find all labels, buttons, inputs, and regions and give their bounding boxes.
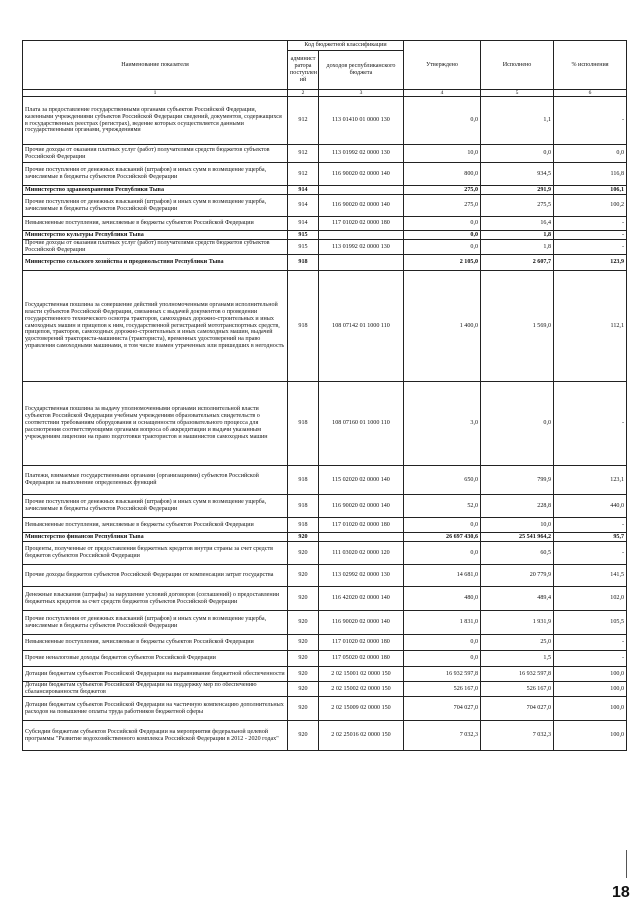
row-approved: 0,0 <box>404 97 481 145</box>
row-name: Прочие поступления от денежных взысканий (штрафов) и иных сумм в возмещение ущерба, зачисляемые в бюджеты субъектов Российской Федерации <box>23 611 288 635</box>
row-name: Прочие доходы от оказания платных услуг (работ) получателями средств бюджетов субъектов Российской Федерации <box>23 145 288 163</box>
row-name: Государственная пошлина за выдачу уполномоченными органами исполнительной власти субъектов Российской Федерации учебным учреждениям образовательных свидетельств о соответствии требованиям оборудования и оснащенности образовательного процесса для рассмотрения соответствующими органами вопроса об аккредитации и выдачи указанным учреждениям лицензии на право подготовки трактористов и машинистов самоходных машин <box>23 382 288 466</box>
row-admin-code: 914 <box>288 217 319 231</box>
row-executed: 934,5 <box>481 163 554 186</box>
row-percent: - <box>554 651 627 667</box>
row-admin-code: 920 <box>288 721 319 751</box>
row-approved: 480,0 <box>404 587 481 611</box>
row-revenue-code: 117 01020 02 0000 180 <box>319 217 404 231</box>
row-name: Невыясненные поступления, зачисляемые в бюджеты субъектов Российской Федерации <box>23 217 288 231</box>
row-percent: - <box>554 382 627 466</box>
table-row <box>23 382 627 466</box>
row-approved: 0,0 <box>404 240 481 255</box>
row-admin-code: 920 <box>288 611 319 635</box>
table-row <box>23 611 627 635</box>
row-approved: 14 681,0 <box>404 565 481 587</box>
col-index: 6 <box>554 90 627 97</box>
row-admin-code: 915 <box>288 231 319 240</box>
row-revenue-code: 2 02 15002 02 0000 150 <box>319 682 404 697</box>
row-name: Дотации бюджетам субъектов Российской Федерации на частичную компенсацию дополнительных расходов на повышение оплаты труда работников бюджетной сферы <box>23 697 288 721</box>
row-percent: 0,0 <box>554 145 627 163</box>
row-percent: - <box>554 240 627 255</box>
row-executed: 0,0 <box>481 145 554 163</box>
row-revenue-code: 116 90020 02 0000 140 <box>319 611 404 635</box>
budget-revenue-table <box>22 40 627 751</box>
row-approved: 1 831,0 <box>404 611 481 635</box>
row-revenue-code <box>319 255 404 271</box>
table-row <box>23 217 627 231</box>
row-approved: 16 932 597,8 <box>404 667 481 682</box>
row-executed: 1 931,9 <box>481 611 554 635</box>
row-name: Прочие неналоговые доходы бюджетов субъектов Российской Федерации <box>23 651 288 667</box>
row-admin-code: 914 <box>288 195 319 217</box>
row-percent: 100,0 <box>554 697 627 721</box>
row-name: Министерство финансов Республики Тыва <box>23 533 288 542</box>
row-revenue-code: 117 01020 02 0000 180 <box>319 635 404 651</box>
row-executed: 0,0 <box>481 382 554 466</box>
row-approved: 704 027,0 <box>404 697 481 721</box>
row-admin-code: 912 <box>288 145 319 163</box>
row-percent: 95,7 <box>554 533 627 542</box>
row-revenue-code: 113 01992 02 0000 130 <box>319 145 404 163</box>
row-executed: 60,5 <box>481 542 554 565</box>
row-revenue-code: 116 90020 02 0000 140 <box>319 163 404 186</box>
row-percent: 123,1 <box>554 466 627 495</box>
table-row <box>23 651 627 667</box>
row-executed: 1,8 <box>481 240 554 255</box>
row-name: Денежные взыскания (штрафы) за нарушение условий договоров (соглашений) о предоставлении бюджетных кредитов за счет средств бюджетов субъектов Российской Федерации <box>23 587 288 611</box>
row-name: Министерство культуры Республики Тыва <box>23 231 288 240</box>
row-executed: 275,5 <box>481 195 554 217</box>
row-approved: 0,0 <box>404 518 481 533</box>
col-header-executed: Исполнено <box>481 41 554 90</box>
col-header-revenue: доходов республиканского бюджета <box>319 51 404 90</box>
row-admin-code: 918 <box>288 382 319 466</box>
row-admin-code: 920 <box>288 587 319 611</box>
table-row <box>23 186 627 195</box>
row-admin-code: 918 <box>288 271 319 382</box>
row-percent: 100,0 <box>554 667 627 682</box>
row-percent: 141,5 <box>554 565 627 587</box>
row-name: Дотации бюджетам субъектов Российской Федерации на выравнивание бюджетной обеспеченности <box>23 667 288 682</box>
row-percent: - <box>554 217 627 231</box>
row-admin-code: 918 <box>288 495 319 518</box>
col-header-approved: Утверждено <box>404 41 481 90</box>
row-name: Проценты, полученные от предоставления бюджетных кредитов внутри страны за счет средств бюджетов субъектов Российской Федерации <box>23 542 288 565</box>
row-name: Невыясненные поступления, зачисляемые в бюджеты субъектов Российской Федерации <box>23 635 288 651</box>
row-approved: 7 032,3 <box>404 721 481 751</box>
row-revenue-code: 2 02 25016 02 0000 150 <box>319 721 404 751</box>
row-percent: 102,0 <box>554 587 627 611</box>
col-header-percent: % исполнения <box>554 41 627 90</box>
row-approved: 650,0 <box>404 466 481 495</box>
row-name: Платежи, взимаемые государственными органами (организациями) субъектов Российской Федерации за выполнение определенных функций <box>23 466 288 495</box>
col-header-code-group: Код бюджетной классификации <box>288 41 404 51</box>
table-row <box>23 542 627 565</box>
row-approved: 3,0 <box>404 382 481 466</box>
col-index: 4 <box>404 90 481 97</box>
row-name: Невыясненные поступления, зачисляемые в бюджеты субъектов Российской Федерации <box>23 518 288 533</box>
row-name: Прочие поступления от денежных взысканий (штрафов) и иных сумм в возмещение ущерба, зачисляемые в бюджеты субъектов Российской Федерации <box>23 163 288 186</box>
table-row <box>23 240 627 255</box>
row-percent: 106,1 <box>554 186 627 195</box>
row-approved: 10,0 <box>404 145 481 163</box>
row-executed: 16,4 <box>481 217 554 231</box>
row-percent: 112,1 <box>554 271 627 382</box>
table-row <box>23 587 627 611</box>
row-executed: 489,4 <box>481 587 554 611</box>
row-approved: 2 105,0 <box>404 255 481 271</box>
table-row <box>23 195 627 217</box>
page-number: 18 <box>612 884 630 901</box>
row-approved: 0,0 <box>404 542 481 565</box>
row-admin-code: 920 <box>288 542 319 565</box>
row-revenue-code: 113 01992 02 0000 130 <box>319 240 404 255</box>
row-admin-code: 915 <box>288 240 319 255</box>
row-name: Плата за предоставление государственными органами субъектов Российской Федерации, казенными учреждениями субъектов Российской Федерации сведений, документов, содержащихся в государственных реестрах (регистрах), ведение которых осуществляется данными государственными органами, учреждениями <box>23 97 288 145</box>
row-revenue-code: 108 07142 01 1000 110 <box>319 271 404 382</box>
table-row <box>23 533 627 542</box>
row-revenue-code: 111 03020 02 0000 120 <box>319 542 404 565</box>
row-approved: 800,0 <box>404 163 481 186</box>
table-row <box>23 565 627 587</box>
row-approved: 0,0 <box>404 217 481 231</box>
row-admin-code: 912 <box>288 163 319 186</box>
table-row <box>23 721 627 751</box>
row-name: Прочие доходы бюджетов субъектов Российской Федерации от компенсации затрат государства <box>23 565 288 587</box>
row-admin-code: 918 <box>288 466 319 495</box>
table-row <box>23 255 627 271</box>
table-row <box>23 145 627 163</box>
row-name: Прочие поступления от денежных взысканий (штрафов) и иных сумм в возмещение ущерба, зачисляемые в бюджеты субъектов Российской Федерации <box>23 495 288 518</box>
row-approved: 0,0 <box>404 651 481 667</box>
col-header-name: Наименование показателя <box>23 41 288 90</box>
row-approved: 0,0 <box>404 231 481 240</box>
row-name: Государственная пошлина за совершение действий уполномоченными органами исполнительной власти субъектов Российской Федерации, связанных с выдачей документов о проведении государственного технического осмотра тракторов, самоходных дорожно-строительных и иных самоходных машин и прицепов к ним, государственной регистрацией мототранспортных средств, прицепов, тракторов, самоходных дорожно-строительных и иных самоходных машин, выдачей удостоверений тракториста-машиниста (тракториста), временных удостоверений на право управления самоходными машинами, в том числе взамен утраченных или пришедших в негодность <box>23 271 288 382</box>
row-executed: 10,0 <box>481 518 554 533</box>
row-approved: 526 167,0 <box>404 682 481 697</box>
col-index: 3 <box>319 90 404 97</box>
row-admin-code: 918 <box>288 255 319 271</box>
table-row <box>23 682 627 697</box>
row-executed: 1,8 <box>481 231 554 240</box>
row-revenue-code: 116 90020 02 0000 140 <box>319 195 404 217</box>
row-name: Дотации бюджетам субъектов Российской Федерации на поддержку мер по обеспечению сбалансированности бюджетов <box>23 682 288 697</box>
row-executed: 25 541 964,2 <box>481 533 554 542</box>
table-row <box>23 635 627 651</box>
row-admin-code: 920 <box>288 565 319 587</box>
row-percent: 123,9 <box>554 255 627 271</box>
table-row <box>23 697 627 721</box>
row-executed: 2 607,7 <box>481 255 554 271</box>
row-name: Субсидии бюджетам субъектов Российской Федерации на мероприятия федеральной целевой программы "Развитие водохозяйственного комплекса Российской Федерации в 2012 - 2020 годах" <box>23 721 288 751</box>
row-name: Министерство сельского хозяйства и продовольствия Республики Тыва <box>23 255 288 271</box>
row-percent: - <box>554 542 627 565</box>
margin-line <box>626 850 627 878</box>
table-body <box>23 97 627 751</box>
row-executed: 291,9 <box>481 186 554 195</box>
row-revenue-code: 108 07160 01 1000 110 <box>319 382 404 466</box>
row-revenue-code: 116 90020 02 0000 140 <box>319 495 404 518</box>
table-row <box>23 466 627 495</box>
row-revenue-code: 2 02 15009 02 0000 150 <box>319 697 404 721</box>
row-executed: 704 027,0 <box>481 697 554 721</box>
row-revenue-code: 115 02020 02 0000 140 <box>319 466 404 495</box>
row-percent: 100,2 <box>554 195 627 217</box>
row-revenue-code <box>319 231 404 240</box>
row-admin-code: 912 <box>288 97 319 145</box>
table-row <box>23 97 627 145</box>
row-executed: 1,5 <box>481 651 554 667</box>
row-admin-code: 918 <box>288 518 319 533</box>
row-executed: 1 569,0 <box>481 271 554 382</box>
row-executed: 7 032,3 <box>481 721 554 751</box>
row-percent: 440,0 <box>554 495 627 518</box>
row-percent: 100,0 <box>554 682 627 697</box>
row-approved: 275,0 <box>404 195 481 217</box>
row-revenue-code: 113 02992 02 0000 130 <box>319 565 404 587</box>
row-executed: 1,1 <box>481 97 554 145</box>
row-percent: - <box>554 97 627 145</box>
row-revenue-code: 117 01020 02 0000 180 <box>319 518 404 533</box>
row-percent: - <box>554 518 627 533</box>
row-executed: 799,9 <box>481 466 554 495</box>
table-row <box>23 518 627 533</box>
row-revenue-code: 116 42020 02 0000 140 <box>319 587 404 611</box>
row-name: Министерство здравоохранения Республики Тыва <box>23 186 288 195</box>
row-admin-code: 920 <box>288 667 319 682</box>
row-admin-code: 920 <box>288 682 319 697</box>
row-name: Прочие поступления от денежных взысканий (штрафов) и иных сумм в возмещение ущерба, зачисляемые в бюджеты субъектов Российской Федерации <box>23 195 288 217</box>
col-index: 1 <box>23 90 288 97</box>
row-admin-code: 920 <box>288 533 319 542</box>
col-index: 2 <box>288 90 319 97</box>
row-executed: 20 779,9 <box>481 565 554 587</box>
row-approved: 275,0 <box>404 186 481 195</box>
row-admin-code: 914 <box>288 186 319 195</box>
row-admin-code: 920 <box>288 697 319 721</box>
row-percent: 116,8 <box>554 163 627 186</box>
row-admin-code: 920 <box>288 651 319 667</box>
row-approved: 52,0 <box>404 495 481 518</box>
table-row <box>23 271 627 382</box>
row-executed: 25,0 <box>481 635 554 651</box>
row-approved: 1 400,0 <box>404 271 481 382</box>
row-percent: 100,0 <box>554 721 627 751</box>
row-admin-code: 920 <box>288 635 319 651</box>
row-percent: - <box>554 231 627 240</box>
table-row <box>23 231 627 240</box>
row-executed: 228,8 <box>481 495 554 518</box>
row-percent: 105,5 <box>554 611 627 635</box>
row-revenue-code <box>319 533 404 542</box>
row-revenue-code: 113 01410 01 0000 130 <box>319 97 404 145</box>
table-row <box>23 667 627 682</box>
row-revenue-code <box>319 186 404 195</box>
col-index: 5 <box>481 90 554 97</box>
row-approved: 26 697 430,6 <box>404 533 481 542</box>
table-row <box>23 495 627 518</box>
row-revenue-code: 2 02 15001 02 0000 150 <box>319 667 404 682</box>
table-row <box>23 163 627 186</box>
row-executed: 16 932 597,8 <box>481 667 554 682</box>
row-revenue-code: 117 05020 02 0000 180 <box>319 651 404 667</box>
row-approved: 0,0 <box>404 635 481 651</box>
row-percent: - <box>554 635 627 651</box>
row-executed: 526 167,0 <box>481 682 554 697</box>
row-name: Прочие доходы от оказания платных услуг (работ) получателями средств бюджетов субъектов Российской Федерации <box>23 240 288 255</box>
col-header-admin: админист ратора поступлен ий <box>288 51 319 90</box>
